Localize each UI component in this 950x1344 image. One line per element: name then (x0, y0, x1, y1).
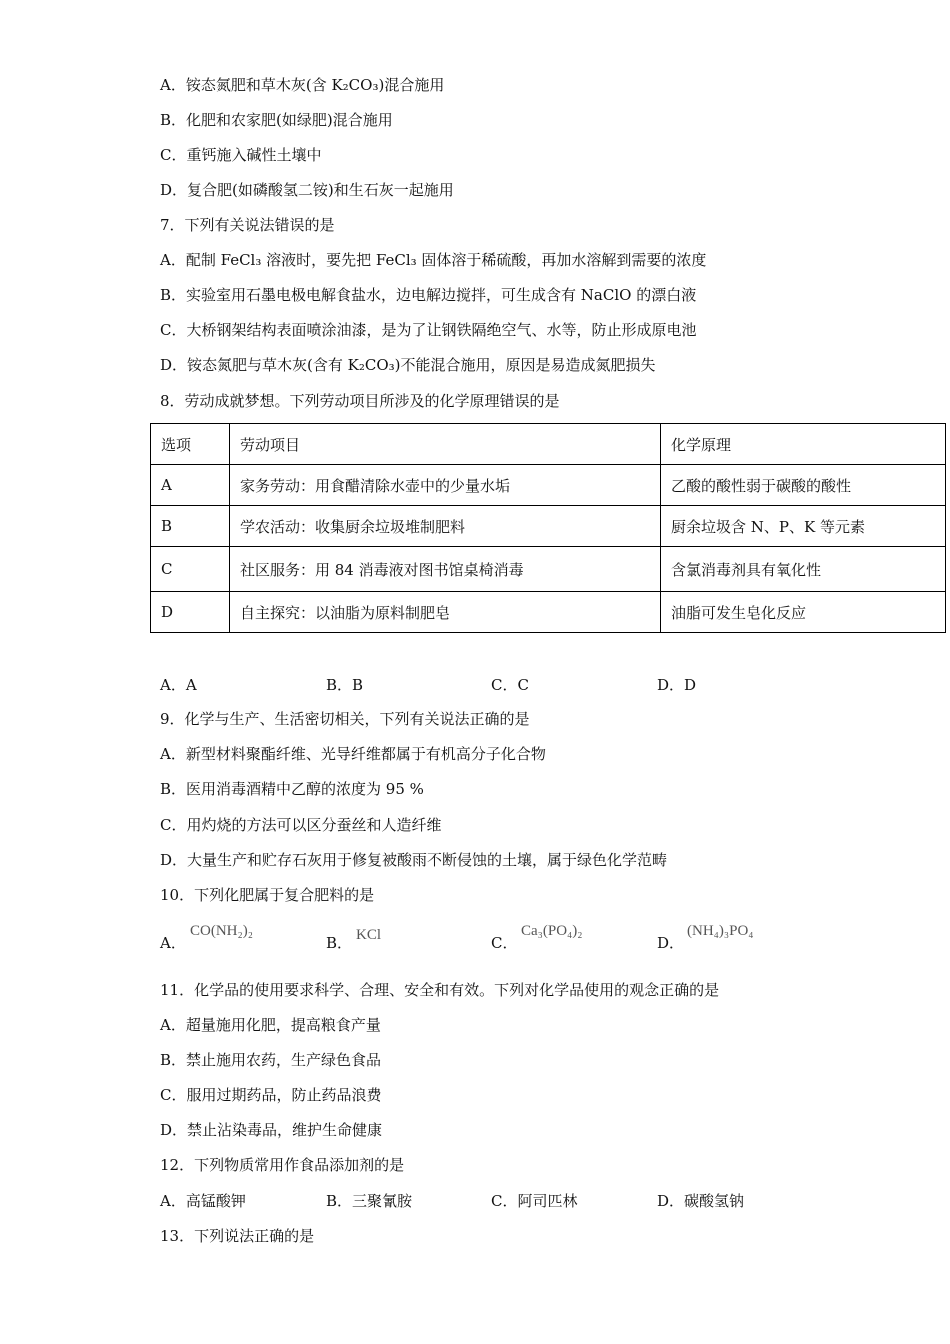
option: B．三聚氰胺 (326, 1192, 413, 1210)
formula: Ca₃(PO₄)₂ (521, 923, 583, 939)
option-line: A．配制 FeCl₃ 溶液时，要先把 FeCl₃ 固体溶于稀硫酸，再加水溶解到需要的浓度 (160, 251, 707, 269)
table-cell: 化学原理 (661, 424, 946, 465)
table-cell: 选项 (151, 424, 230, 465)
question-stem: 13．下列说法正确的是 (160, 1227, 315, 1245)
question-stem: 8．劳动成就梦想。下列劳动项目所涉及的化学原理错误的是 (160, 392, 560, 410)
option-line: C．用灼烧的方法可以区分蚕丝和人造纤维 (160, 816, 442, 834)
table-cell: A (151, 465, 230, 506)
option: A．A (160, 676, 197, 694)
question-stem: 12．下列物质常用作食品添加剂的是 (160, 1156, 405, 1174)
table-cell: 自主探究：以油脂为原料制肥皂 (230, 592, 661, 633)
option-label: C． (491, 934, 518, 952)
options-row (160, 1191, 800, 1211)
question-stem: 10．下列化肥属于复合肥料的是 (160, 886, 375, 904)
table-row (151, 592, 946, 633)
option-line: D．禁止沾染毒品，维护生命健康 (160, 1121, 383, 1139)
option-line: D．大量生产和贮存石灰用于修复被酸雨不断侵蚀的土壤，属于绿色化学范畴 (160, 851, 668, 869)
table-row (151, 547, 946, 592)
option-label: A． (160, 934, 186, 952)
table-cell: 学农活动：收集厨余垃圾堆制肥料 (230, 506, 661, 547)
option-line: B．禁止施用农药，生产绿色食品 (160, 1051, 382, 1069)
table-row (151, 506, 946, 547)
options-row (160, 675, 800, 695)
question-stem: 11．化学品的使用要求科学、合理、安全和有效。下列对化学品使用的观念正确的是 (160, 981, 720, 999)
option-label: B． (326, 934, 353, 952)
formula: (NH₄)₃PO₄ (687, 923, 754, 939)
table-cell: B (151, 506, 230, 547)
table-cell: D (151, 592, 230, 633)
option-line: A．新型材料聚酯纤维、光导纤维都属于有机高分子化合物 (160, 745, 546, 763)
option-line: B．化肥和农家肥(如绿肥)混合施用 (160, 111, 393, 129)
table-cell: 油脂可发生皂化反应 (661, 592, 946, 633)
table-cell: 乙酸的酸性弱于碳酸的酸性 (661, 465, 946, 506)
question-stem: 7．下列有关说法错误的是 (160, 216, 335, 234)
option: C．阿司匹林 (491, 1192, 578, 1210)
table-cell: 厨余垃圾含 N、P、K 等元素 (661, 506, 946, 547)
option-line: C．服用过期药品，防止药品浪费 (160, 1086, 382, 1104)
table-row (151, 465, 946, 506)
options-row (160, 923, 800, 953)
table-cell: C (151, 547, 230, 592)
option: C．C (491, 676, 529, 694)
option-line: B．医用消毒酒精中乙醇的浓度为 95 % (160, 780, 424, 798)
formula: CO(NH₂)₂ (190, 923, 253, 939)
option-label: D． (657, 934, 685, 952)
table-cell: 家务劳动：用食醋清除水壶中的少量水垢 (230, 465, 661, 506)
formula: KCl (356, 927, 382, 943)
table-cell: 社区服务：用 84 消毒液对图书馆桌椅消毒 (230, 547, 661, 592)
option-line: A．超量施用化肥，提高粮食产量 (160, 1016, 381, 1034)
option-line: D．复合肥(如磷酸氢二铵)和生石灰一起施用 (160, 181, 454, 199)
option: B．B (326, 676, 364, 694)
table-cell: 劳动项目 (230, 424, 661, 465)
question-stem: 9．化学与生产、生活密切相关，下列有关说法正确的是 (160, 710, 530, 728)
option-line: A．铵态氮肥和草木灰(含 K₂CO₃)混合施用 (160, 76, 445, 94)
option-line: B．实验室用石墨电极电解食盐水，边电解边搅拌，可生成含有 NaClO 的漂白液 (160, 286, 697, 304)
table-cell: 含氯消毒剂具有氧化性 (661, 547, 946, 592)
option: D．D (657, 676, 697, 694)
labor-table (150, 423, 946, 633)
option-line: C．重钙施入碱性土壤中 (160, 146, 322, 164)
option: D．碳酸氢钠 (657, 1192, 745, 1210)
option-line: D．铵态氮肥与草木灰(含有 K₂CO₃)不能混合施用，原因是易造成氮肥损失 (160, 356, 656, 374)
option: A．高锰酸钾 (160, 1192, 246, 1210)
table-header-row (151, 424, 946, 465)
option-line: C．大桥钢架结构表面喷涂油漆，是为了让钢铁隔绝空气、水等，防止形成原电池 (160, 321, 697, 339)
